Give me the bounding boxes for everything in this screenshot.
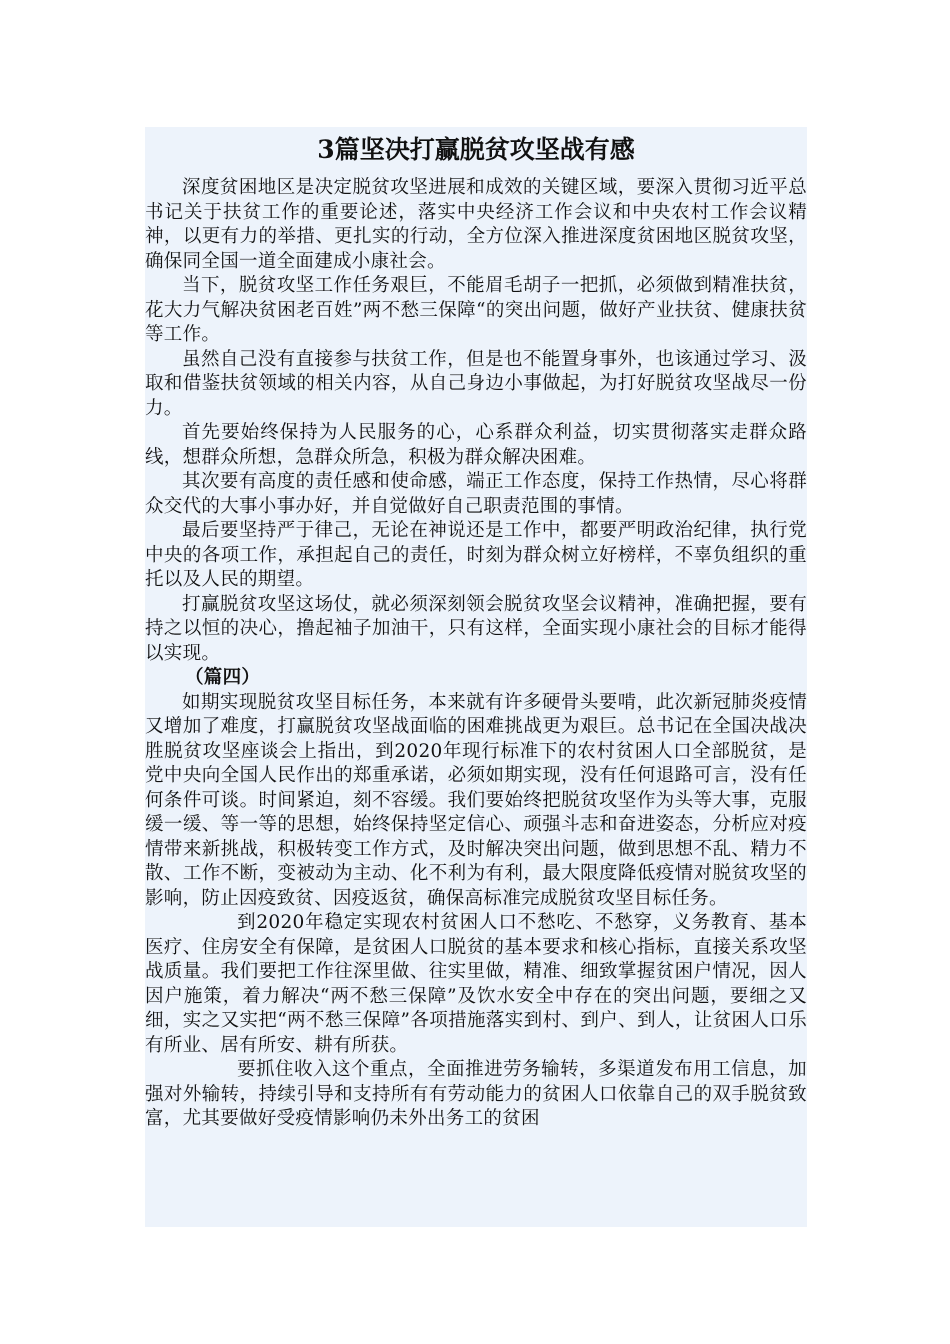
paragraph: 深度贫困地区是决定脱贫攻坚进展和成效的关键区域，要深入贯彻习近平总书记关于扶贫工作的重要论述，落实中央经济工作会议和中央农村工作会议精神，以更有力的举措、更扎实的行动，全方位深入推进深度贫困地区脱贫攻坚，确保同全国一道全面建成小康社会。 bbox=[145, 177, 807, 272]
paragraph: 如期实现脱贫攻坚目标任务，本来就有许多硬骨头要啃，此次新冠肺炎疫情又增加了难度，打赢脱贫攻坚战面临的困难挑战更为艰巨。总书记在全国决战决胜脱贫攻坚座谈会上指出，到2020年现行标准下的农村贫困人口全部脱贫，是党中央向全国人民作出的郑重承诺，必须如期实现，没有任何退路可言，没有任何条件可谈。时间紧迫，刻不容缓。我们要始终把脱贫攻坚作为头等大事，克服缓一缓、等一等的思想，始终保持坚定信心、顽强斗志和奋进姿态，分析应对疫情带来新挑战，积极转变工作方式，及时解决突出问题，做到思想不乱、精力不散、工作不断，变被动为主动、化不利为有利，最大限度降低疫情对脱贫攻坚的影响，防止因疫致贫、因疫返贫，确保高标准完成脱贫攻坚目标任务。 bbox=[145, 691, 807, 909]
section-heading: （篇四） bbox=[185, 667, 261, 688]
paragraph: 最后要坚持严于律己，无论在神说还是工作中，都要严明政治纪律，执行党中央的各项工作，承担起自己的责任，时刻为群众树立好榜样，不辜负组织的重托以及人民的期望。 bbox=[145, 520, 807, 590]
document-body bbox=[145, 176, 807, 1132]
paragraph: 当下，脱贫攻坚工作任务艰巨，不能眉毛胡子一把抓，必须做到精准扶贫，花大力气解决贫困老百姓”两不愁三保障“的突出问题，做好产业扶贫、健康扶贫等工作。 bbox=[145, 275, 807, 345]
document-title: 3篇坚决打赢脱贫攻坚战有感 bbox=[317, 135, 635, 164]
paragraph: 要抓住收入这个重点，全面推进劳务输转，多渠道发布用工信息，加强对外输转，持续引导和支持所有有劳动能力的贫困人口依靠自己的双手脱贫致富，尤其要做好受疫情影响仍未外出务工的贫困 bbox=[145, 1059, 807, 1129]
paragraph: 首先要始终保持为人民服务的心，心系群众利益，切实贯彻落实走群众路线，想群众所想，急群众所急，积极为群众解决困难。 bbox=[145, 422, 807, 468]
paragraph: 虽然自己没有直接参与扶贫工作，但是也不能置身事外，也该通过学习、汲取和借鉴扶贫领域的相关内容，从自己身边小事做起，为打好脱贫攻坚战尽一份力。 bbox=[145, 348, 807, 419]
document-content bbox=[145, 132, 845, 1132]
paragraph: 打赢脱贫攻坚这场仗，就必须深刻领会脱贫攻坚会议精神，准确把握，要有持之以恒的决心，撸起袖子加油干，只有这样，全面实现小康社会的目标才能得以实现。 bbox=[145, 593, 807, 664]
paragraph: 其次要有高度的责任感和使命感，端正工作态度，保持工作热情，尽心将群众交代的大事小事办好，并自觉做好自己职责范围的事情。 bbox=[145, 471, 807, 517]
paragraph: 到2020年稳定实现农村贫困人口不愁吃、不愁穿，义务教育、基本医疗、住房安全有保障，是贫困人口脱贫的基本要求和核心指标，直接关系攻坚战质量。我们要把工作往深里做、往实里做，精准、细致掌握贫困户情况，因人因户施策，着力解决“两不愁三保障”及饮水安全中存在的突出问题，要细之又细，实之又实把“两不愁三保障”各项措施落实到村、到户、到人，让贫困人口乐有所业、居有所安、耕有所获。 bbox=[145, 912, 807, 1056]
